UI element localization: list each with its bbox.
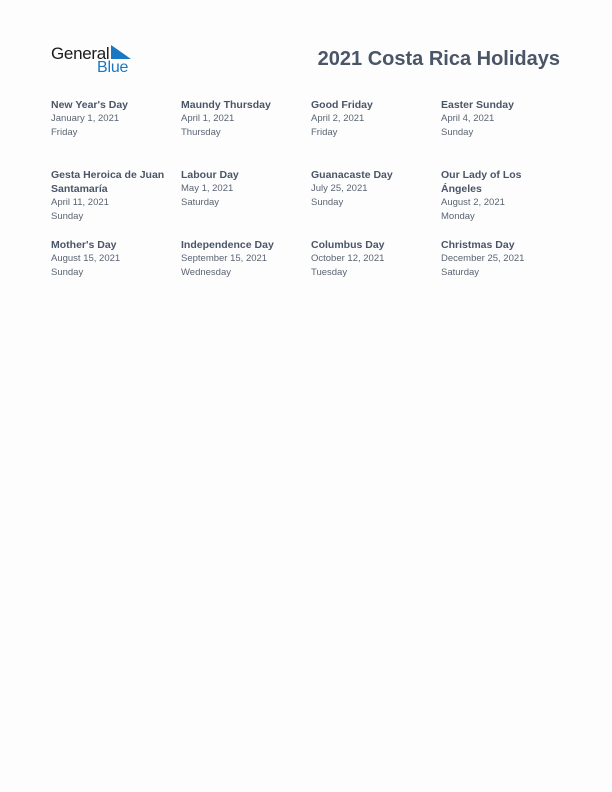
holiday-item <box>181 168 311 238</box>
holiday-date: May 1, 2021 <box>181 183 234 194</box>
holiday-weekday: Monday <box>441 210 475 222</box>
holiday-weekday: Sunday <box>441 126 474 138</box>
holiday-item <box>181 238 311 308</box>
logo-text-blue: Blue <box>97 59 129 76</box>
holiday-weekday: Tuesday <box>311 266 348 278</box>
holiday-weekday: Saturday <box>181 196 220 208</box>
holiday-name: Our Lady of Los Ángeles <box>441 169 522 195</box>
logo-text-general: General <box>51 44 110 63</box>
holiday-item <box>51 168 181 238</box>
holiday-name: Mother's Day <box>51 239 117 251</box>
holiday-item <box>311 168 441 238</box>
page-title: 2021 Costa Rica Holidays <box>317 48 560 70</box>
logo-triangle-icon <box>111 45 131 59</box>
holiday-date: August 2, 2021 <box>441 197 505 208</box>
holiday-name: Gesta Heroica de Juan Santamaría <box>51 169 165 195</box>
holiday-weekday: Sunday <box>311 196 344 208</box>
holiday-name: Christmas Day <box>441 239 515 251</box>
holiday-date: December 25, 2021 <box>441 253 525 264</box>
generalblue-logo <box>51 44 141 78</box>
holiday-item <box>181 98 311 168</box>
holiday-item <box>311 238 441 308</box>
holiday-item <box>51 238 181 308</box>
holiday-name: Guanacaste Day <box>311 169 393 181</box>
holiday-date: April 11, 2021 <box>51 197 109 208</box>
holiday-grid <box>51 98 571 308</box>
holiday-date: August 15, 2021 <box>51 253 121 264</box>
holiday-weekday: Wednesday <box>181 266 231 278</box>
holiday-name: Maundy Thursday <box>181 99 271 111</box>
holiday-date: April 2, 2021 <box>311 113 365 124</box>
holiday-weekday: Sunday <box>51 210 84 222</box>
holiday-date: April 4, 2021 <box>441 113 495 124</box>
holiday-weekday: Saturday <box>441 266 480 278</box>
holiday-item <box>441 168 571 238</box>
holiday-date: October 12, 2021 <box>311 253 385 264</box>
holiday-name: Easter Sunday <box>441 99 514 111</box>
holiday-date: April 1, 2021 <box>181 113 235 124</box>
holiday-date: January 1, 2021 <box>51 113 120 124</box>
holiday-name: Columbus Day <box>311 239 385 251</box>
holiday-name: Independence Day <box>181 239 274 251</box>
holiday-item <box>51 98 181 168</box>
holiday-weekday: Thursday <box>181 126 221 138</box>
holiday-item <box>311 98 441 168</box>
holiday-date: July 25, 2021 <box>311 183 368 194</box>
holiday-weekday: Sunday <box>51 266 84 278</box>
holiday-item <box>441 238 571 308</box>
holiday-name: Good Friday <box>311 99 373 111</box>
holiday-date: September 15, 2021 <box>181 253 268 264</box>
holiday-name: New Year's Day <box>51 99 129 111</box>
holiday-item <box>441 98 571 168</box>
holiday-weekday: Friday <box>311 126 338 138</box>
holiday-name: Labour Day <box>181 169 239 181</box>
holiday-weekday: Friday <box>51 126 78 138</box>
